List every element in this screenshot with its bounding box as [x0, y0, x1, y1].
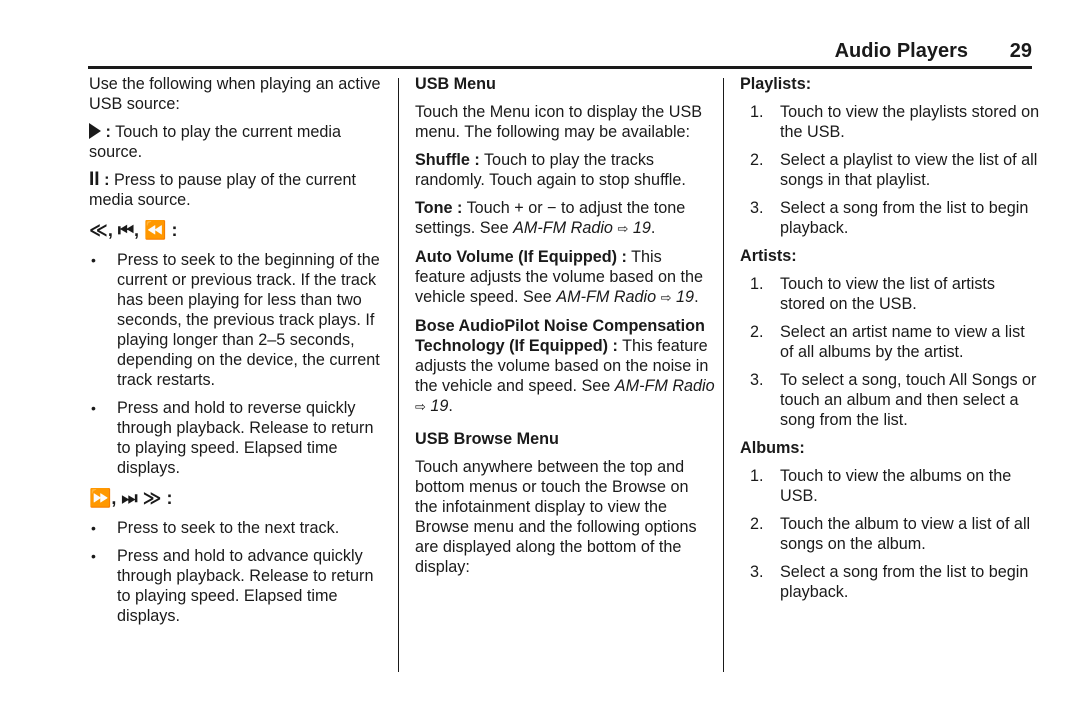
xref-arrow-icon: ⇨ [660, 290, 672, 305]
forward-bullet-list [89, 518, 389, 626]
play-text: Touch to play the current media source. [89, 123, 341, 161]
xref-arrow-icon: ⇨ [415, 399, 426, 414]
usb-menu-intro: Touch the Menu icon to display the USB menu. The following may be available: [415, 103, 703, 141]
bullet-icon: • [91, 252, 96, 268]
albums-list [740, 466, 1040, 602]
list-item: • Press and hold to reverse quickly through playback. Release to return to playing speed. Elapsed time displays. [91, 399, 374, 477]
usb-browse-text: Touch anywhere between the top and bottom menus or touch the Browse on the infotainment display to view the Browse menu and the following options are displayed along the bottom of the display: [415, 458, 697, 576]
pause-entry [89, 170, 389, 210]
page-reference[interactable]: 19 [676, 288, 695, 306]
list-item: 3. To select a song, touch All Songs or touch an album and then select a song from the list. [750, 371, 1037, 429]
rewind-icons: ≪, ⏮, ⏪ : [89, 220, 178, 240]
pause-icon: II [89, 169, 100, 190]
shuffle-entry: Shuffle : Touch to play the tracks randomly. Touch again to stop shuffle. [415, 151, 686, 189]
bullet-icon: • [91, 520, 96, 536]
list-item: • Press to seek to the beginning of the current or previous track. If the track has been playing for less than two seconds, the previous track plays. If playing longer than 2–5 seconds, depending on the device, the current track restarts. [91, 251, 380, 389]
list-item: 2. Select a playlist to view the list of all songs in that playlist. [750, 151, 1038, 189]
play-colon: : [105, 123, 111, 141]
playlists-heading: Playlists: [740, 75, 812, 93]
list-item: 2. Select an artist name to view a list of all albums by the artist. [750, 323, 1025, 361]
play-entry [89, 122, 389, 162]
pause-text: Press to pause play of the current media source. [89, 171, 356, 209]
list-item: 3. Select a song from the list to begin playback. [750, 199, 1029, 237]
tone-entry: Tone : Touch + or − to adjust the tone settings. See AM-FM Radio ⇨ 19. [415, 199, 686, 237]
cross-reference[interactable]: AM-FM Radio [614, 377, 715, 395]
page-reference[interactable]: 19 [430, 397, 449, 415]
playlists-list [740, 102, 1040, 238]
cross-reference[interactable]: AM-FM Radio [513, 219, 613, 237]
usb-browse-heading: USB Browse Menu [415, 430, 559, 448]
bullet-icon: • [91, 548, 96, 564]
artists-heading: Artists: [740, 247, 797, 265]
cross-reference[interactable]: AM-FM Radio [556, 288, 657, 306]
list-item: • Press to seek to the next track. [91, 519, 340, 537]
artists-list [740, 274, 1040, 430]
play-icon [89, 123, 101, 139]
albums-heading: Albums: [740, 439, 805, 457]
section-title: Audio Players [834, 40, 968, 62]
bullet-icon: • [91, 400, 96, 416]
auto-volume-entry: Auto Volume (If Equipped) : This feature adjusts the volume based on the vehicle speed. See AM-FM Radio ⇨ 19. [415, 248, 703, 306]
list-item: 3. Select a song from the list to begin playback. [750, 563, 1029, 601]
intro-text: Use the following when playing an active USB source: [89, 75, 381, 113]
forward-icons: ⏩, ⏭ ≫ : [89, 488, 173, 508]
usb-menu-heading: USB Menu [415, 75, 496, 93]
column-middle [415, 74, 715, 585]
list-item: • Press and hold to advance quickly through playback. Release to return to playing speed. Elapsed time displays. [91, 547, 374, 625]
list-item: 1. Touch to view the albums on the USB. [750, 467, 1012, 505]
pause-colon: : [104, 171, 110, 189]
rewind-bullet-list [89, 250, 389, 478]
bose-entry: Bose AudioPilot Noise Compensation Technology (If Equipped) : This feature adjusts the volume based on the noise in the vehicle and speed. See AM-FM Radio ⇨ 19. [415, 317, 715, 415]
page-header [88, 38, 1032, 69]
column-left [89, 74, 389, 636]
column-right [740, 74, 1040, 610]
list-item: 2. Touch the album to view a list of all songs on the album. [750, 515, 1031, 553]
xref-arrow-icon: ⇨ [617, 221, 629, 236]
column-divider [723, 78, 724, 672]
list-item: 1. Touch to view the list of artists stored on the USB. [750, 275, 996, 313]
column-divider [398, 78, 399, 672]
list-item: 1. Touch to view the playlists stored on the USB. [750, 103, 1040, 141]
page-reference[interactable]: 19 [632, 219, 651, 237]
page-number: 29 [1009, 40, 1032, 62]
